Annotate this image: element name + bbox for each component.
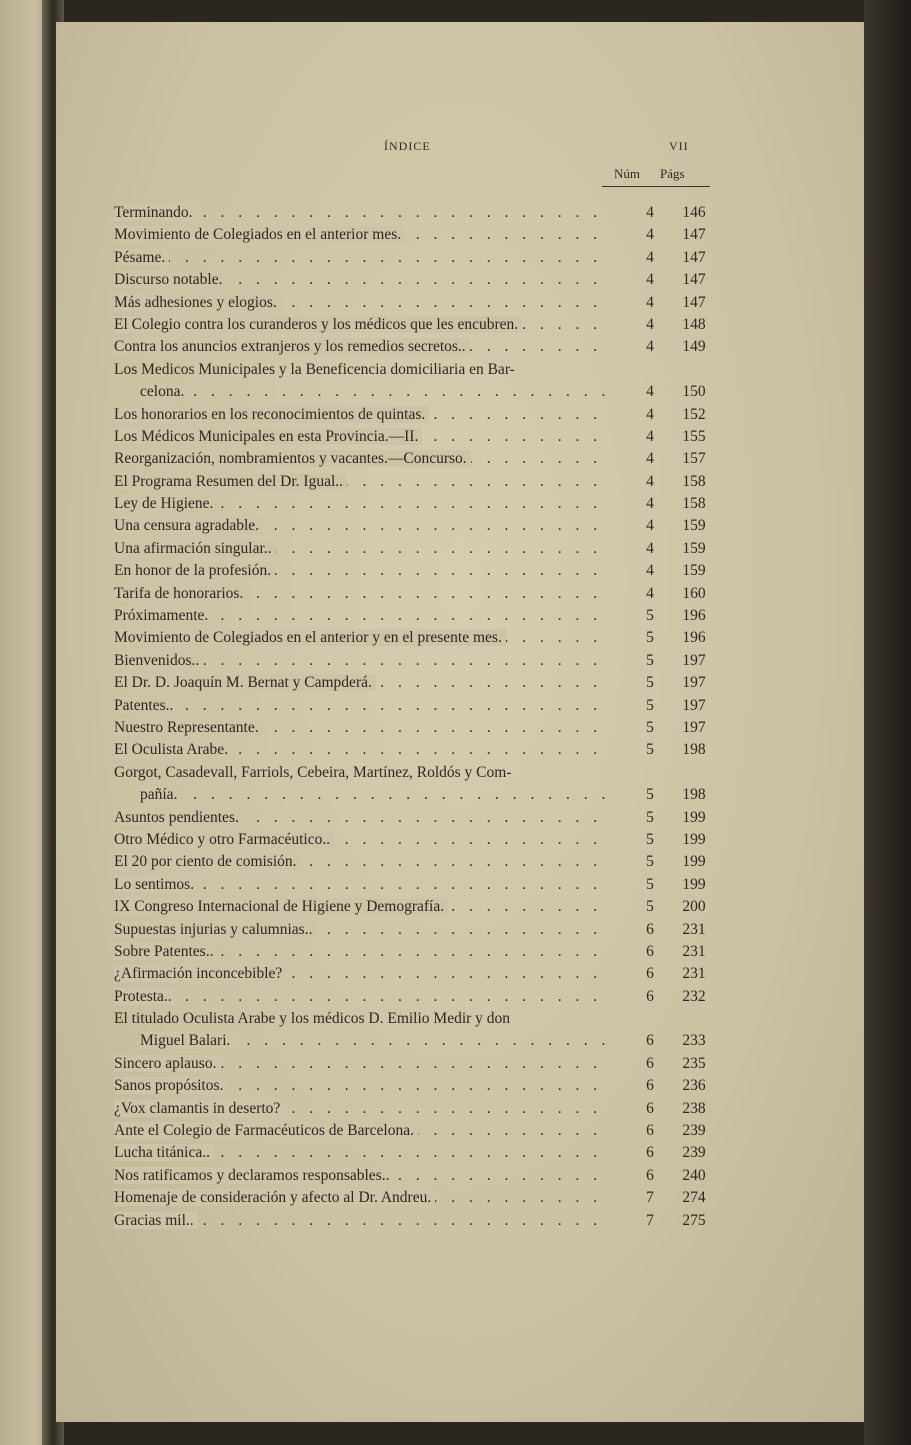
entry-title: Homenaje de consideración y afecto al Dr. Andreu. . . .: [114, 1187, 606, 1209]
entry-issue-number: 4: [646, 338, 654, 356]
entry-title: Discurso notable. . . .: [114, 269, 606, 291]
entry-issue-number: 6: [646, 920, 654, 938]
entry-issue-number: 6: [646, 1099, 654, 1117]
entry-page-number: 275: [682, 1211, 706, 1229]
entry-page-number: 231: [682, 920, 706, 938]
entry-issue-number: 4: [646, 517, 654, 535]
entry-title: En honor de la profesión. . . .: [114, 560, 606, 582]
entry-page-number: 159: [682, 562, 706, 580]
entry-issue-number: 5: [646, 830, 654, 848]
entry-title: Protesta.. . . .: [114, 986, 606, 1008]
entry-title: Sanos propósitos. . . .: [114, 1075, 606, 1097]
index-entry: [114, 605, 714, 627]
entry-issue-number: 6: [646, 1054, 654, 1072]
index-entry: [114, 1120, 714, 1142]
entry-page-number: 159: [682, 539, 706, 557]
entry-page-number: 231: [682, 965, 706, 983]
entry-title: Pésame. . . .: [114, 247, 606, 269]
index-entry: [114, 538, 714, 560]
index-entry: [114, 202, 714, 224]
entry-issue-number: 4: [646, 315, 654, 333]
index-entry: [114, 762, 714, 807]
entry-issue-number: 5: [646, 696, 654, 714]
entry-title: El Oculista Arabe. . . .: [114, 739, 606, 761]
index-entry: [114, 247, 714, 269]
entry-page-number: 155: [682, 427, 706, 445]
entry-issue-number: 4: [646, 405, 654, 423]
index-entry: [114, 404, 714, 426]
column-header-pags: Págs: [660, 166, 685, 181]
entry-page-number: 147: [682, 226, 706, 244]
index-entry: [114, 1053, 714, 1075]
index-entry: [114, 292, 714, 314]
page-title: ÍNDICE: [384, 139, 431, 153]
entry-issue-number: 7: [646, 1211, 654, 1229]
entry-page-number: 148: [682, 315, 706, 333]
entry-page-number: 239: [682, 1144, 706, 1162]
entry-page-number: 158: [682, 495, 706, 513]
entry-issue-number: 4: [646, 472, 654, 490]
entry-issue-number: 6: [646, 987, 654, 1005]
entry-page-number: 198: [682, 786, 706, 804]
entry-title: Tarifa de honorarios. . . .: [114, 583, 606, 605]
index-entry: [114, 1165, 714, 1187]
index-entry: [114, 515, 714, 537]
index-entry: [114, 650, 714, 672]
index-entries: [114, 202, 714, 1232]
entry-title: Terminando. . . .: [114, 202, 606, 224]
entry-issue-number: 5: [646, 719, 654, 736]
entry-title-continuation: pañía. . . .: [140, 784, 606, 806]
index-entry: [114, 1098, 714, 1120]
entry-page-number: 274: [682, 1189, 706, 1207]
index-entry: [114, 627, 714, 649]
entry-title: Ley de Higiene. . . .: [114, 493, 606, 515]
right-background: [864, 0, 911, 1445]
entry-title: Ante el Colegio de Farmacéuticos de Barcelona. . . .: [114, 1120, 606, 1142]
entry-title: Una censura agradable. . . .: [114, 515, 606, 537]
entry-page-number: 197: [682, 674, 706, 692]
entry-issue-number: 4: [646, 539, 654, 557]
entry-page-number: 232: [682, 987, 706, 1005]
entry-page-number: 199: [682, 830, 706, 848]
entry-page-number: 231: [682, 942, 706, 960]
entry-page-number: 197: [682, 696, 706, 714]
entry-title: Una afirmación singular.. . . .: [114, 538, 606, 560]
entry-title: Movimiento de Colegiados en el anterior y en el presente mes. . . .: [114, 627, 606, 649]
entry-issue-number: 6: [646, 965, 654, 983]
index-entry: [114, 224, 714, 246]
entry-page-number: 160: [682, 584, 706, 602]
entry-page-number: 146: [682, 204, 706, 221]
entry-title-continuation: Miguel Balari. . . .: [140, 1030, 606, 1052]
index-entry: [114, 1210, 714, 1232]
entry-issue-number: 4: [646, 562, 654, 580]
index-entry: [114, 919, 714, 941]
index-entry: [114, 1075, 714, 1097]
entry-issue-number: 6: [646, 1166, 654, 1184]
entry-title: Lucha titánica.. . . .: [114, 1142, 606, 1164]
entry-title: Los Médicos Municipales en esta Provincia.—II. . . .: [114, 426, 606, 448]
entry-issue-number: 5: [646, 741, 654, 759]
index-entry: [114, 874, 714, 896]
index-entry: [114, 471, 714, 493]
entry-issue-number: 4: [646, 226, 654, 244]
entry-page-number: 159: [682, 517, 706, 535]
entry-issue-number: 4: [646, 293, 654, 311]
entry-title: Sobre Patentes.. . . .: [114, 941, 606, 963]
entry-issue-number: 6: [646, 1122, 654, 1140]
entry-title: El Dr. D. Joaquín M. Bernat y Campderá. . . .: [114, 672, 606, 694]
index-entry: [114, 941, 714, 963]
page-header: [56, 139, 864, 159]
entry-issue-number: 4: [646, 383, 654, 401]
index-entry: [114, 1187, 714, 1209]
entry-issue-number: 5: [646, 898, 654, 916]
entry-issue-number: 5: [646, 853, 654, 871]
entry-title: Reorganización, nombramientos y vacantes.—Concurso. . . .: [114, 448, 606, 470]
entry-issue-number: 5: [646, 674, 654, 692]
index-entry: [114, 269, 714, 291]
entry-page-number: 197: [682, 719, 706, 736]
entry-title: Sincero aplauso. . . .: [114, 1053, 606, 1075]
entry-page-number: 149: [682, 338, 706, 356]
entry-page-number: 200: [682, 898, 706, 916]
entry-page-number: 239: [682, 1122, 706, 1140]
entry-issue-number: 5: [646, 786, 654, 804]
entry-page-number: 147: [682, 271, 706, 289]
entry-title: Supuestas injurias y calumnias.. . . .: [114, 919, 606, 941]
index-entry: [114, 672, 714, 694]
index-entry: [114, 851, 714, 873]
entry-issue-number: 6: [646, 1032, 654, 1050]
entry-issue-number: 7: [646, 1189, 654, 1207]
entry-title-continuation: celona. . . .: [140, 381, 606, 403]
entry-page-number: 196: [682, 607, 706, 625]
entry-page-number: 147: [682, 248, 706, 266]
entry-title: El titulado Oculista Arabe y los médicos D. Emilio Medir y don: [114, 1010, 511, 1028]
entry-issue-number: 4: [646, 495, 654, 513]
entry-issue-number: 4: [646, 584, 654, 602]
entry-issue-number: 4: [646, 204, 654, 221]
entry-issue-number: 5: [646, 607, 654, 625]
entry-page-number: 197: [682, 651, 706, 669]
index-entry: [114, 1142, 714, 1164]
index-entry: [114, 426, 714, 448]
index-entry: [114, 695, 714, 717]
entry-title: Patentes.. . . .: [114, 695, 606, 717]
entry-issue-number: 6: [646, 1144, 654, 1162]
entry-issue-number: 4: [646, 427, 654, 445]
entry-page-number: 238: [682, 1099, 706, 1117]
entry-issue-number: 5: [646, 875, 654, 893]
entry-issue-number: 5: [646, 808, 654, 826]
entry-title: Otro Médico y otro Farmacéutico.. . . .: [114, 829, 606, 851]
entry-title: Nos ratificamos y declaramos responsables.. . . .: [114, 1165, 606, 1187]
entry-title: IX Congreso Internacional de Higiene y Demografía. . . .: [114, 896, 606, 918]
entry-title: ¿Afirmación inconcebible? . . .: [114, 963, 606, 985]
index-entry: [114, 314, 714, 336]
entry-page-number: 236: [682, 1077, 706, 1095]
entry-title: Nuestro Representante. . . .: [114, 717, 606, 739]
entry-title: Asuntos pendientes. . . .: [114, 807, 606, 829]
entry-page-number: 150: [682, 383, 706, 401]
entry-page-number: 198: [682, 741, 706, 759]
entry-title: Próximamente. . . .: [114, 605, 606, 627]
entry-title: Lo sentimos. . . .: [114, 874, 606, 896]
entry-page-number: 235: [682, 1054, 706, 1072]
entry-title: Contra los anuncios extranjeros y los remedios secretos.. . . .: [114, 336, 606, 358]
index-entry: [114, 1008, 714, 1053]
index-entry: [114, 739, 714, 761]
index-entry: [114, 986, 714, 1008]
entry-page-number: 199: [682, 875, 706, 893]
entry-page-number: 240: [682, 1166, 706, 1184]
entry-title: Gorgot, Casadevall, Farriols, Cebeira, Martínez, Roldós y Com-: [114, 763, 512, 781]
entry-title: El Programa Resumen del Dr. Igual.. . . .: [114, 471, 606, 493]
entry-title: Gracias mil.. . . .: [114, 1210, 606, 1232]
entry-issue-number: 6: [646, 942, 654, 960]
entry-page-number: 199: [682, 808, 706, 826]
index-entry: [114, 560, 714, 582]
index-entry: [114, 583, 714, 605]
entry-title: El Colegio contra los curanderos y los médicos que les encubren. . . .: [114, 314, 606, 336]
entry-page-number: 147: [682, 293, 706, 311]
entry-issue-number: 6: [646, 1077, 654, 1095]
entry-title: Más adhesiones y elogios. . . .: [114, 292, 606, 314]
entry-page-number: 233: [682, 1032, 706, 1050]
index-entry: [114, 448, 714, 470]
page-number: VII: [669, 139, 689, 153]
entry-page-number: 152: [682, 405, 706, 423]
entry-issue-number: 4: [646, 450, 654, 468]
entry-issue-number: 5: [646, 629, 654, 647]
index-entry: [114, 807, 714, 829]
index-entry: [114, 829, 714, 851]
entry-issue-number: 5: [646, 651, 654, 669]
entry-page-number: 158: [682, 472, 706, 490]
book-page: [56, 22, 864, 1422]
entry-title: Los Medicos Municipales y la Beneficencia domiciliaria en Bar-: [114, 360, 515, 378]
entry-issue-number: 4: [646, 271, 654, 289]
entry-title: ¿Vox clamantis in deserto? . . .: [114, 1098, 606, 1120]
index-entry: [114, 963, 714, 985]
index-entry: [114, 717, 714, 739]
entry-issue-number: 4: [646, 248, 654, 266]
index-entry: [114, 493, 714, 515]
index-entry: [114, 896, 714, 918]
entry-title: Bienvenidos.. . . .: [114, 650, 606, 672]
entry-title: Movimiento de Colegiados en el anterior mes. . . .: [114, 224, 606, 246]
entry-title: Los honorarios en los reconocimientos de quintas. . . .: [114, 404, 606, 426]
index-entry: [114, 359, 714, 404]
column-headers: [602, 166, 710, 187]
entry-page-number: 196: [682, 629, 706, 647]
entry-page-number: 199: [682, 853, 706, 871]
index-entry: [114, 336, 714, 358]
column-header-num: Núm: [614, 166, 640, 181]
entry-title: El 20 por ciento de comisión. . . .: [114, 851, 606, 873]
entry-page-number: 157: [682, 450, 706, 468]
